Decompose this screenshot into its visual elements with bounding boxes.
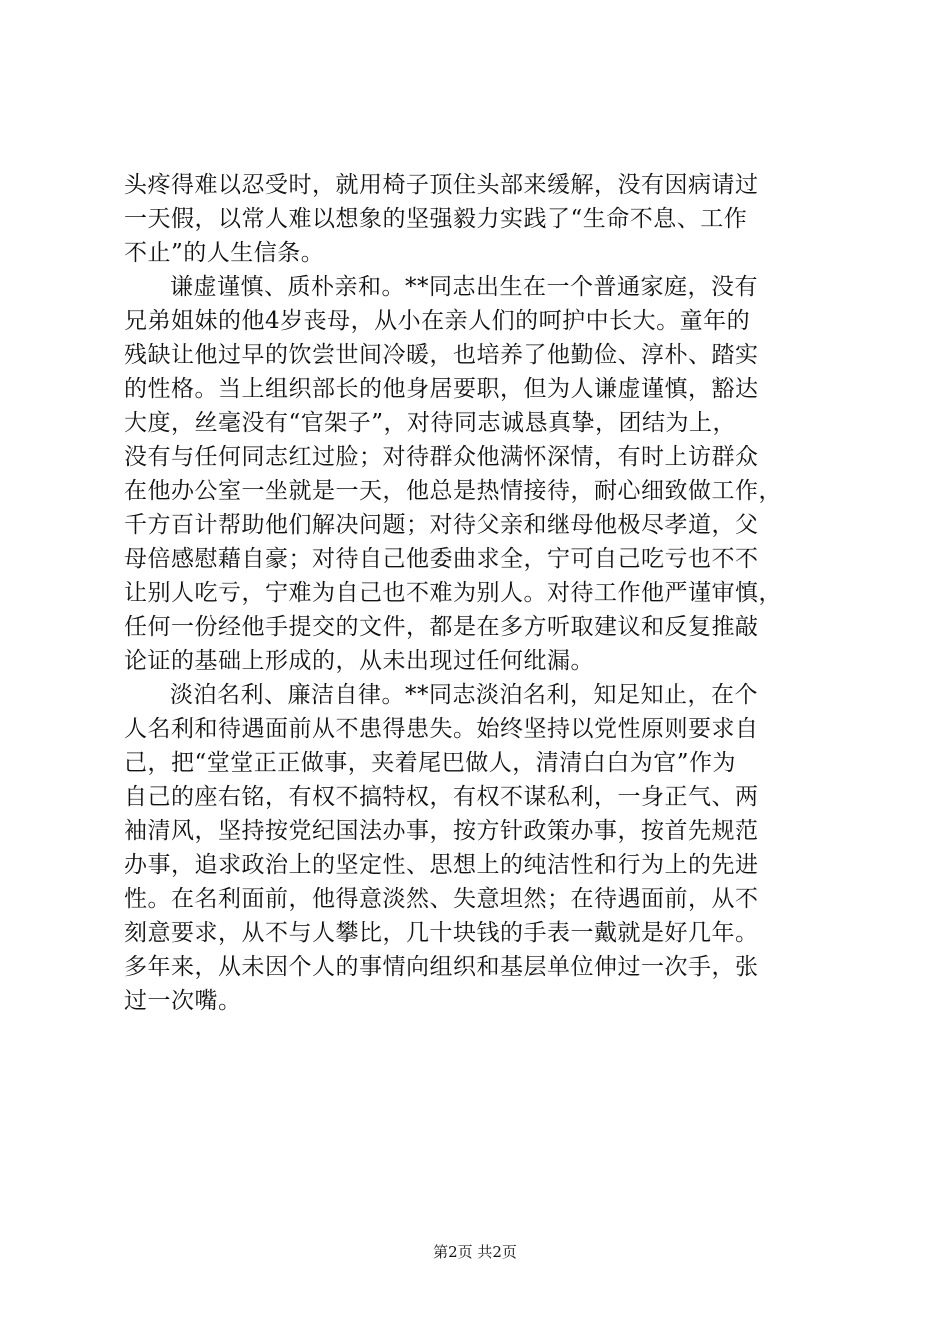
text-line: 在他办公室一坐就是一天，他总是热情接待，耐心细致做工作， [124,478,782,504]
text-line: 母倍感慰藉自豪；对待自己他委曲求全，宁可自己吃亏也不不 [124,546,759,572]
text-line: 自己的座右铭，有权不搞特权，有权不谋私利，一身正气、两 [124,784,759,810]
text-line: 论证的基础上形成的，从未出现过任何纰漏。 [124,648,594,674]
text-line: 千方百计帮助他们解决问题；对待父亲和继母他极尽孝道，父 [124,512,759,538]
text-line: 己，把“堂堂正正做事，夹着尾巴做人，清清白白为官”作为 [124,750,737,776]
text-line: 让别人吃亏，宁难为自己也不难为别人。对待工作他严谨审慎， [124,580,782,606]
text-line: 过一次嘴。 [124,988,242,1014]
page-number-footer: 第2页 共2页 [433,1243,517,1261]
text-line: 袖清风，坚持按党纪国法办事，按方针政策办事，按首先规范 [124,818,759,844]
text-line: 性。在名利面前，他得意淡然、失意坦然；在待遇面前，从不 [124,886,759,912]
document-body [124,168,844,1018]
text-line: 兄弟姐妹的他4岁丧母，从小在亲人们的呵护中长大。童年的 [124,308,751,334]
text-line: 没有与任何同志红过脸；对待群众他满怀深情，有时上访群众 [124,444,759,470]
text-line: 人名利和待遇面前从不患得患失。始终坚持以党性原则要求自 [124,716,759,742]
text-line: 一天假，以常人难以想象的坚强毅力实践了“生命不息、工作 [124,206,748,232]
text-line: 的性格。当上组织部长的他身居要职，但为人谦虚谨慎，豁达 [124,376,759,402]
text-line: 办事，追求政治上的坚定性、思想上的纯洁性和行为上的先进 [124,852,759,878]
text-line: 不止”的人生信条。 [124,240,325,266]
text-line: 大度，丝毫没有“官架子”，对待同志诚恳真挚，团结为上， [124,410,737,436]
text-line: 残缺让他过早的饮尝世间冷暖，也培养了他勤俭、淳朴、踏实 [124,342,759,368]
text-line: 刻意要求，从不与人攀比，几十块钱的手表一戴就是好几年。 [124,920,759,946]
paragraph-start-line: 淡泊名利、廉洁自律。**同志淡泊名利，知足知止，在个 [170,682,758,708]
text-line: 多年来，从未因个人的事情向组织和基层单位伸过一次手，张 [124,954,759,980]
paragraph-start-line: 谦虚谨慎、质朴亲和。**同志出生在一个普通家庭，没有 [170,274,758,300]
text-line: 任何一份经他手提交的文件，都是在多方听取建议和反复推敲 [124,614,759,640]
text-line: 头疼得难以忍受时，就用椅子顶住头部来缓解，没有因病请过 [124,172,759,198]
